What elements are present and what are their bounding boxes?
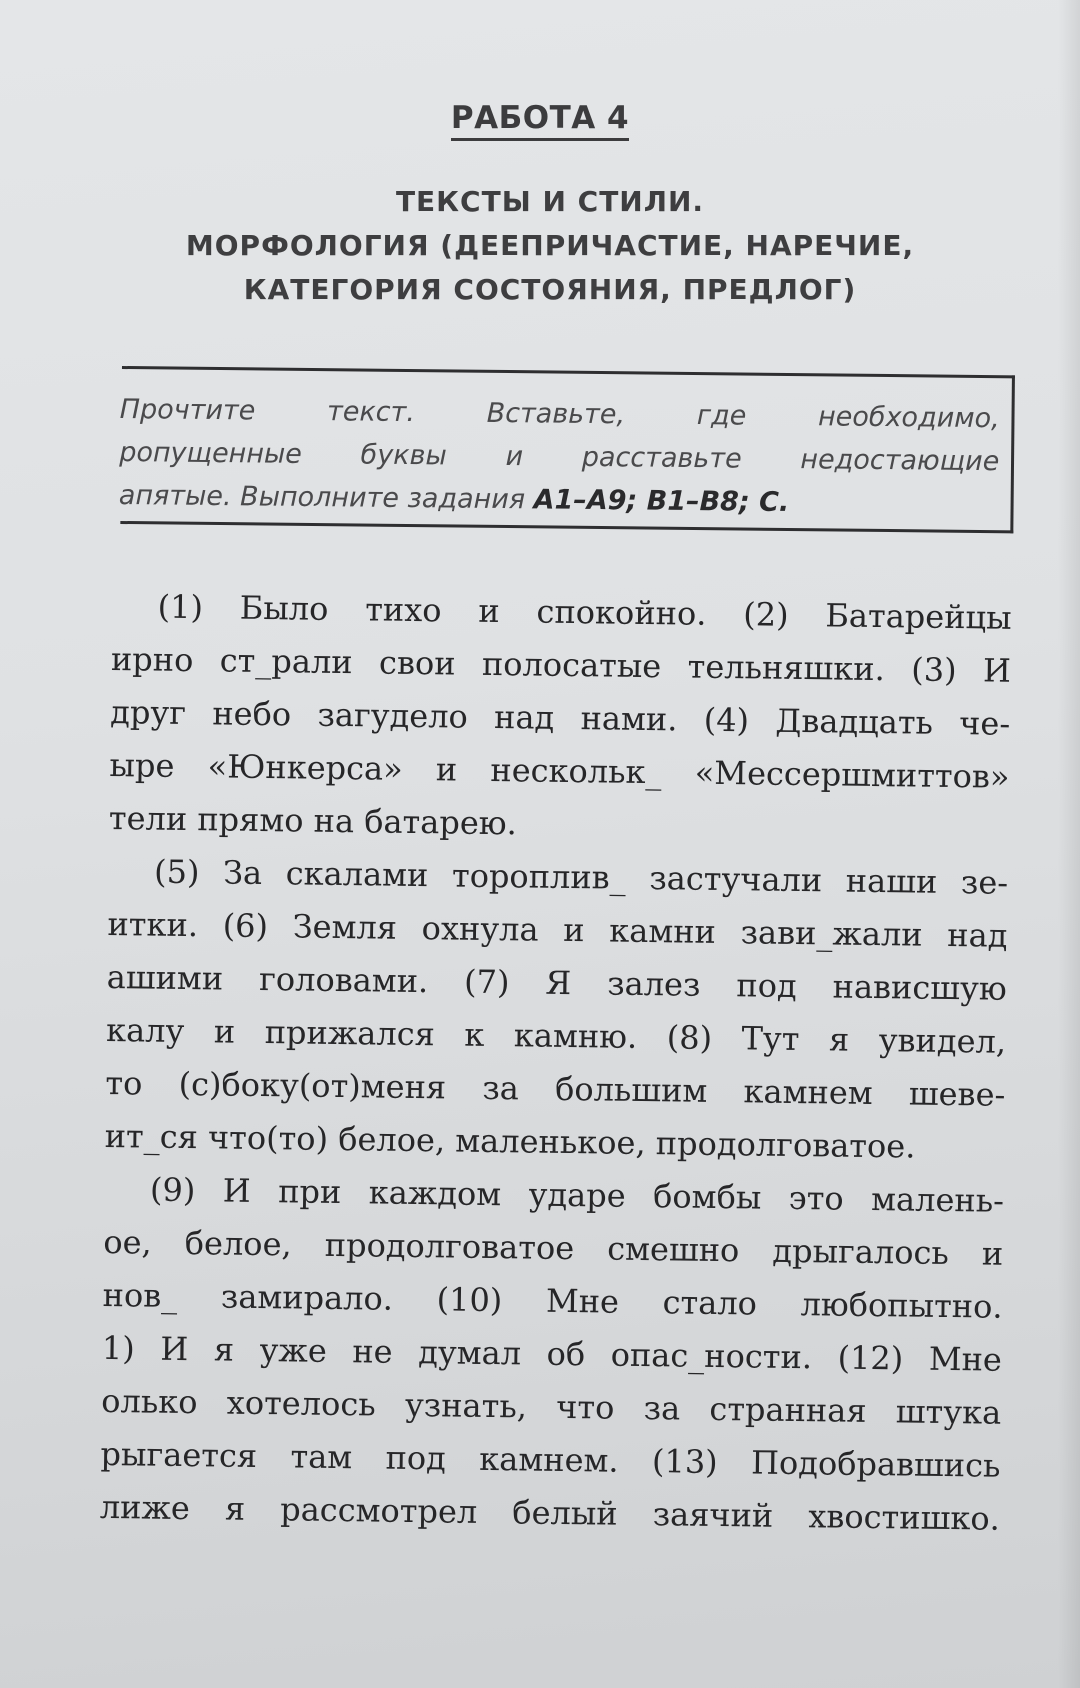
- text-line: рыгается там под камнем. (13) Подобравшись: [100, 1434, 1001, 1485]
- text-line: ит_ся что(то) белое, маленькое, продолговатое.: [104, 1116, 916, 1166]
- topic-line-2: МОРФОЛОГИЯ (ДЕЕПРИЧАСТИЕ, НАРЕЧИЕ,: [185, 229, 915, 262]
- topic-line-3: КАТЕГОРИЯ СОСТОЯНИЯ, ПРЕДЛОГ): [243, 273, 857, 306]
- text-line: ое, белое, продолговатое смешно дрыгалось и: [103, 1222, 1004, 1273]
- instruction-line-2: ропущенные буквы и расставьте недостающие: [119, 436, 1000, 478]
- instruction-line-3-text: апятые. Выполните задания: [118, 479, 534, 516]
- text-line: (1) Было тихо и спокойно. (2) Батарейцы: [157, 587, 1012, 637]
- exercise-text: [100, 580, 1012, 1546]
- instruction-task-list: А1–А9; В1–В8; С.: [533, 484, 790, 519]
- text-line: ирно ст_рали свои полосатые тельняшки. (3) И: [110, 639, 1012, 690]
- text-line: олько хотелось узнать, что за странная штука: [101, 1381, 1002, 1432]
- instruction-line-1: Прочтите текст. Вставьте, где необходимо,: [119, 393, 1000, 435]
- work-title: [0, 100, 1080, 136]
- text-line: тели прямо на батарею.: [108, 798, 518, 843]
- text-line: итки. (6) Земля охнула и камни зави_жали над: [107, 904, 1008, 955]
- instruction-text: [119, 388, 1000, 526]
- text-line: ашими головами. (7) Я залез под нависшую: [106, 957, 1007, 1008]
- topic-line-1: ТЕКСТЫ И СТИЛИ.: [395, 185, 705, 218]
- text-line: 1) И я уже не думал об опас_ности. (12) Мне: [101, 1328, 1003, 1379]
- text-line: (9) И при каждом ударе бомбы это малень-: [149, 1170, 1005, 1220]
- work-title-text: РАБОТА 4: [451, 100, 629, 141]
- text-line: нов_ замирало. (10) Мне стало любопытно.: [102, 1275, 1003, 1326]
- page-shadow-edge: [1058, 0, 1080, 1688]
- text-line: лиже я рассмотрел белый заячий хвостишко.: [99, 1487, 1001, 1538]
- text-line: то (с)боку(от)меня за большим камнем шеве-: [105, 1063, 1006, 1114]
- text-line: друг небо загудело над нами. (4) Двадцать че-: [110, 692, 1011, 743]
- text-line: ыре «Юнкерса» и нескольк_ «Мессершмиттов»: [109, 745, 1010, 796]
- text-line: (5) За скалами тороплив_ застучали наши зе-: [153, 852, 1009, 902]
- topic-heading: [120, 180, 980, 312]
- text-line: калу и прижался к камню. (8) Тут я увидел,: [105, 1010, 1007, 1061]
